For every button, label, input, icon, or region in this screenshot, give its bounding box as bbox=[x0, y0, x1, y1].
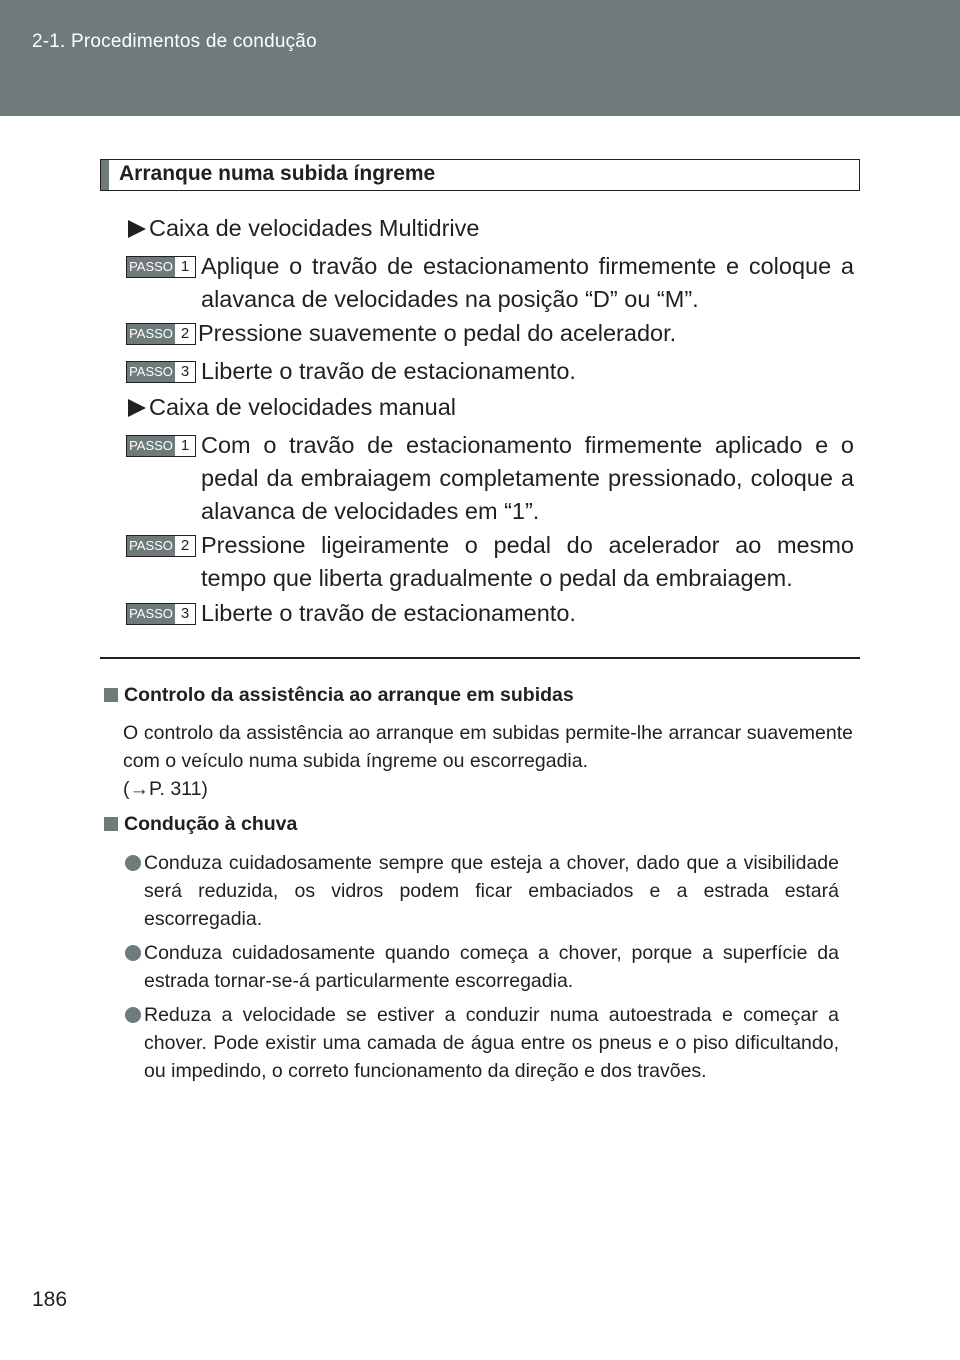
step-badge-word: PASSO bbox=[127, 362, 175, 382]
step-badge-number: 3 bbox=[180, 363, 190, 380]
step-text: Com o travão de estacionamento firmemente aplicado e o pedal da embraiagem completamente pressionado, coloque a alavanca de velocidades em “1”. bbox=[201, 432, 854, 524]
note-assist-text: O controlo da assistência ao arranque em subidas permite-lhe arrancar suavemente com o veículo numa subida íngreme ou escorregadia. bbox=[123, 722, 853, 772]
manual-heading-label: Caixa de velocidades manual bbox=[149, 394, 456, 420]
step-text: Pressione suavemente o pedal do acelerador. bbox=[198, 320, 677, 346]
step-badge bbox=[126, 256, 196, 278]
note-assist-heading-label: Controlo da assistência ao arranque em subidas bbox=[124, 684, 574, 706]
rain-bullet-1: Conduza cuidadosamente sempre que esteja a chover, dado que a visibilidade será reduzida, os vidros podem ficar embaciados e a estrada estará escorregadia. bbox=[144, 852, 839, 930]
round-bullet-icon bbox=[125, 945, 141, 961]
step-badge-number: 1 bbox=[180, 258, 190, 275]
step-badge-word: PASSO bbox=[127, 436, 175, 456]
note-rain-heading bbox=[104, 813, 297, 836]
multidrive-heading bbox=[128, 212, 479, 245]
step-badge-word: PASSO bbox=[127, 257, 175, 277]
section-divider bbox=[100, 657, 860, 659]
triangle-right-icon bbox=[128, 220, 146, 238]
section-title: Arranque numa subida íngreme bbox=[119, 162, 436, 185]
step-badge-word: PASSO bbox=[127, 324, 175, 344]
step-badge-word: PASSO bbox=[127, 536, 175, 556]
breadcrumb: 2-1. Procedimentos de condução bbox=[32, 31, 317, 52]
step-badge-word: PASSO bbox=[127, 604, 175, 624]
section-title-accent-bar bbox=[101, 160, 109, 190]
step-text: Aplique o travão de estacionamento firmemente e coloque a alavanca de velocidades na posição “D” ou “M”. bbox=[201, 253, 854, 312]
page-header bbox=[0, 0, 960, 116]
square-bullet-icon bbox=[104, 817, 118, 831]
manual-heading bbox=[128, 391, 456, 424]
step-badge bbox=[126, 361, 196, 383]
step-badge bbox=[126, 323, 196, 345]
step-badge-number: 2 bbox=[180, 537, 190, 554]
step-badge bbox=[126, 535, 196, 557]
note-rain-heading-label: Condução à chuva bbox=[124, 813, 298, 835]
step-text: Pressione ligeiramente o pedal do acelerador ao mesmo tempo que liberta gradualmente o pedal da embraiagem. bbox=[201, 532, 854, 591]
step-badge-number: 1 bbox=[180, 437, 190, 454]
multidrive-heading-label: Caixa de velocidades Multidrive bbox=[149, 215, 480, 241]
triangle-right-icon bbox=[128, 399, 146, 417]
step-text: Liberte o travão de estacionamento. bbox=[201, 600, 576, 626]
page-number: 186 bbox=[32, 1288, 68, 1311]
step-badge-number: 2 bbox=[180, 325, 190, 342]
round-bullet-icon bbox=[125, 855, 141, 871]
rain-bullet-2: Conduza cuidadosamente quando começa a chover, porque a superfície da estrada tornar-se-á particularmente escorregadia. bbox=[144, 942, 839, 992]
rain-bullet-3: Reduza a velocidade se estiver a conduzir numa autoestrada e começar a chover. Pode existir uma camada de água entre os pneus e o piso dificultando, ou impedindo, o correto funcionamento da direção e dos travões. bbox=[144, 1004, 839, 1082]
note-assist-heading bbox=[104, 684, 574, 707]
step-badge bbox=[126, 435, 196, 457]
square-bullet-icon bbox=[104, 688, 118, 702]
step-text: Liberte o travão de estacionamento. bbox=[201, 358, 576, 384]
round-bullet-icon bbox=[125, 1007, 141, 1023]
section-title-box bbox=[100, 159, 860, 191]
note-assist-page-ref: (→P. 311) bbox=[123, 778, 208, 800]
step-badge-number: 3 bbox=[180, 605, 190, 622]
step-badge bbox=[126, 603, 196, 625]
